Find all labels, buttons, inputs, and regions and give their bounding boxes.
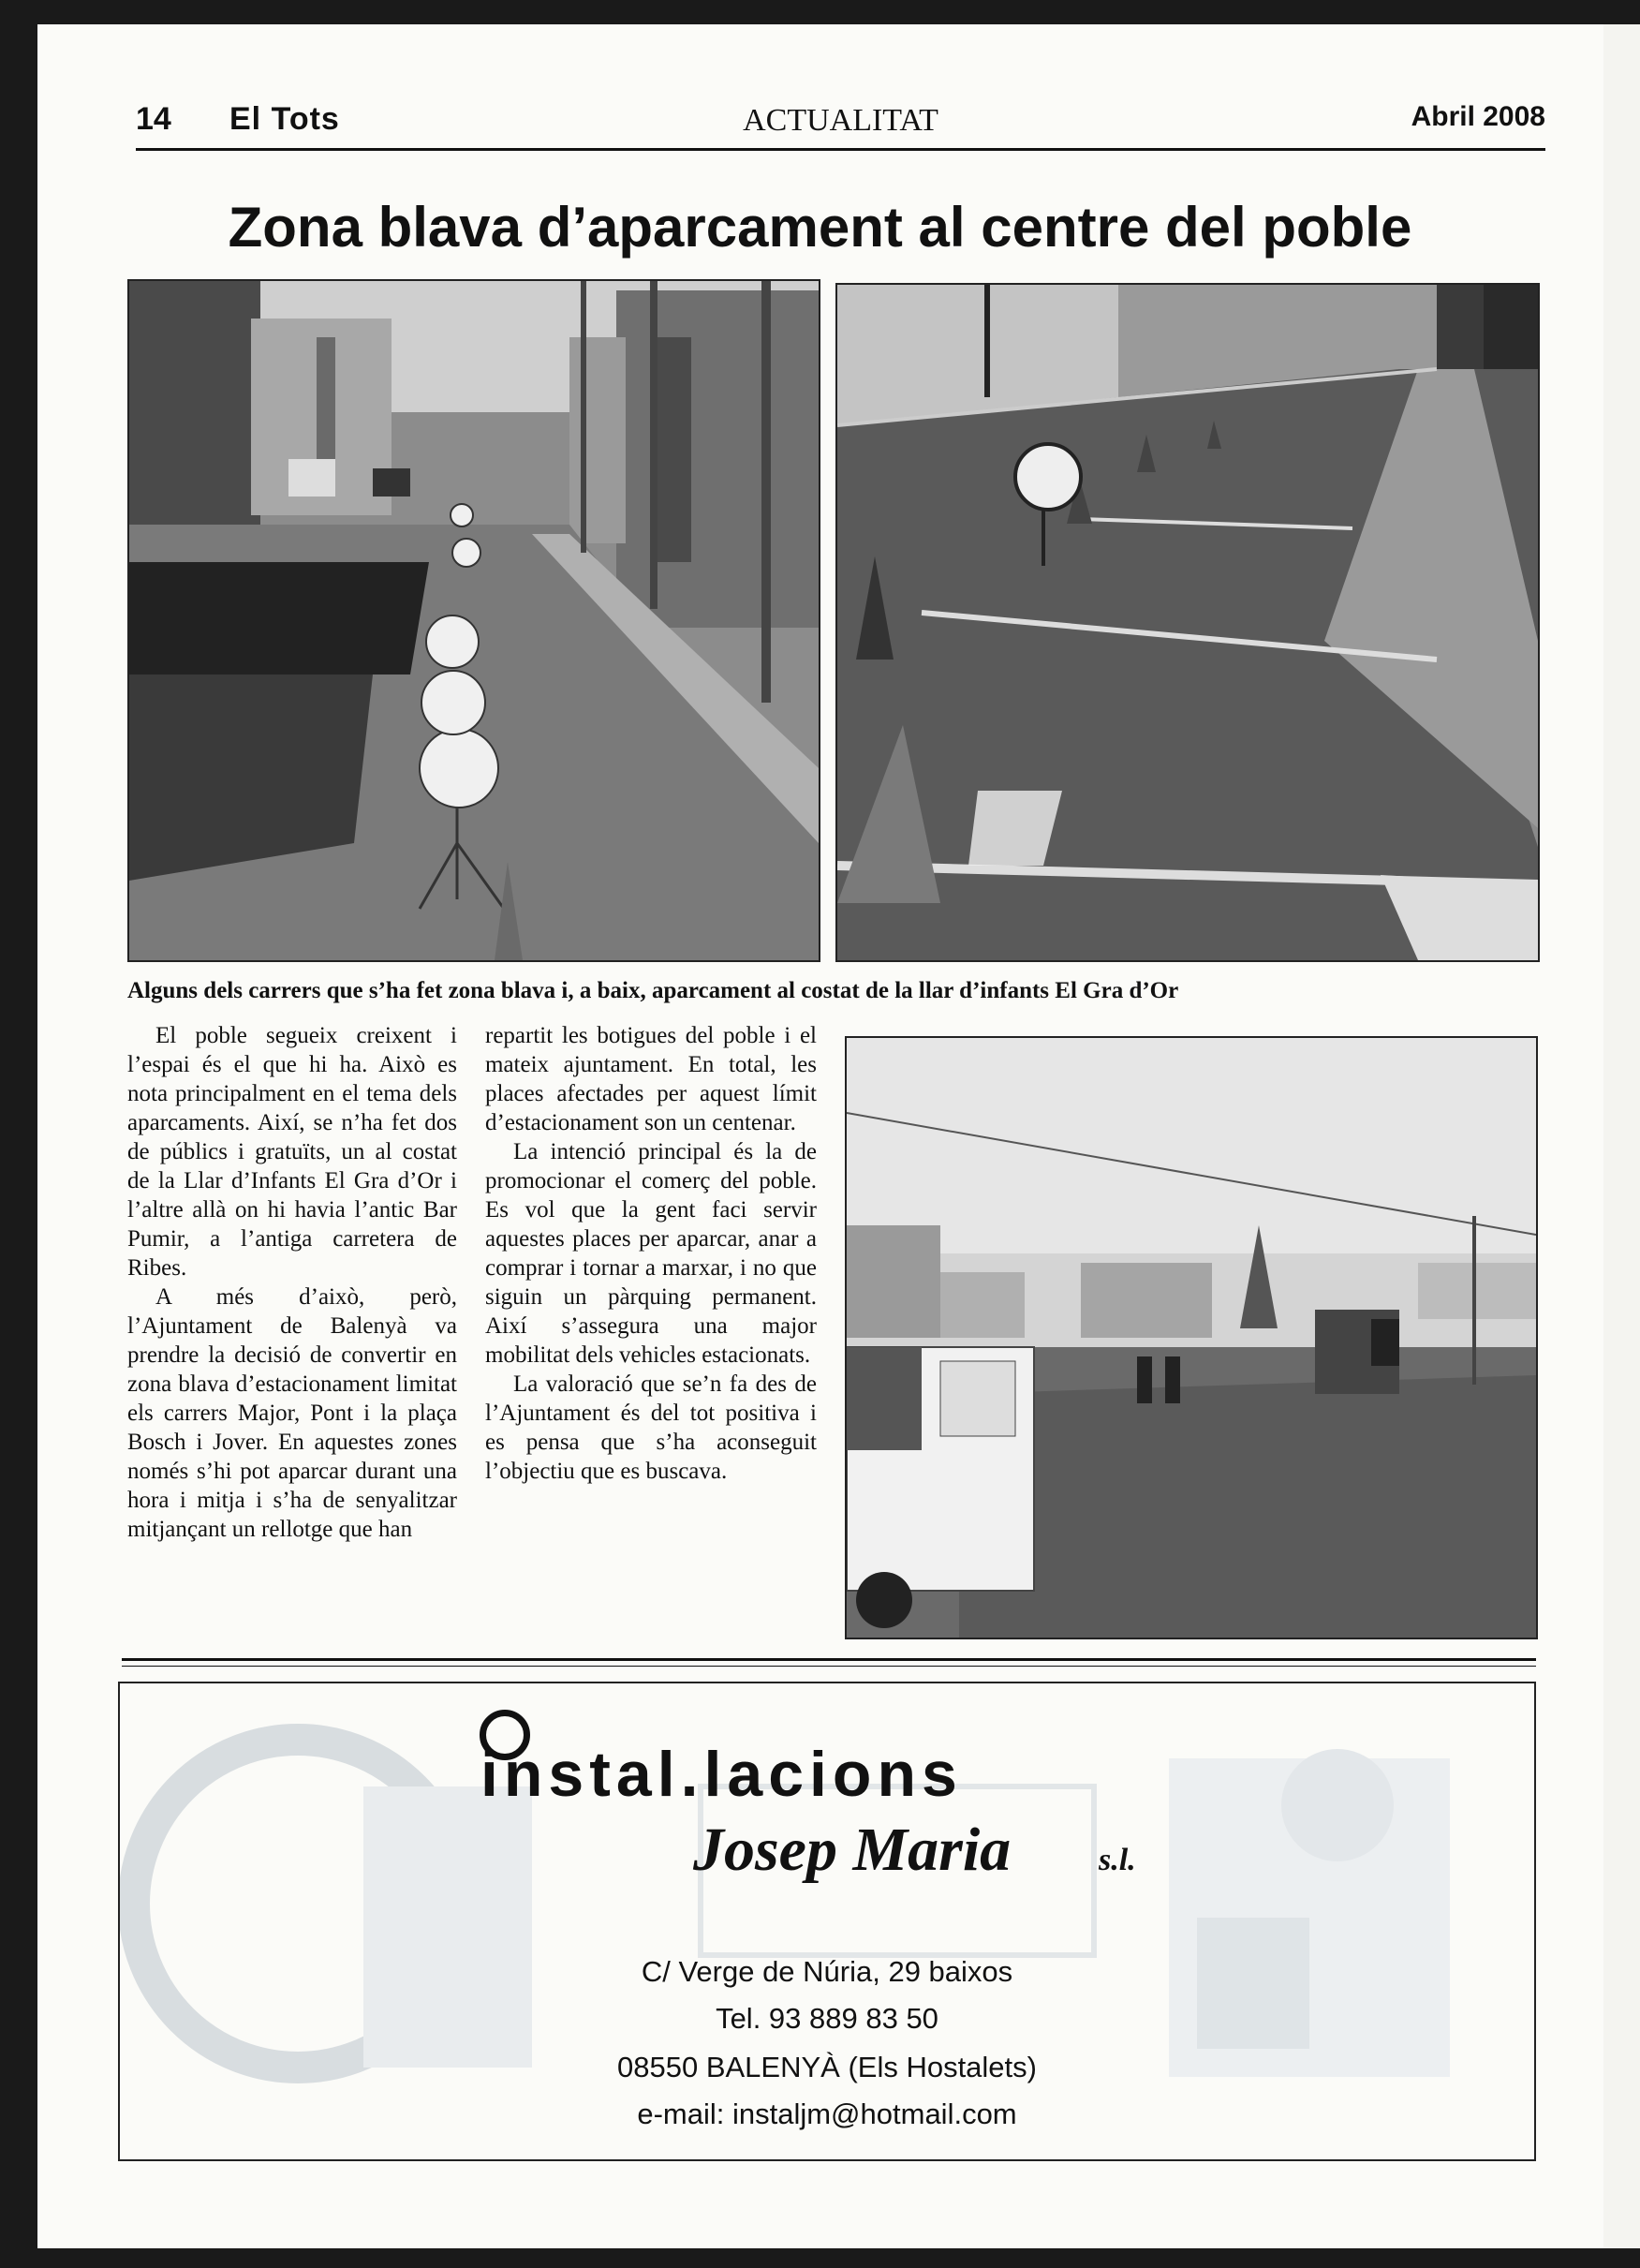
publication-name: El Tots (229, 101, 340, 137)
paragraph: El poble segueix creixent i l’espai és el que hi ha. Això es nota principalment en el tema dels aparcaments. Així, se n’ha fet dos de públics i gratuïts, un al costat de la Llar d’Infants El Gra d’Or i l’altre allà on hi havia l’antic Bar Pumir, a l’antiga carretera de Ribes. (127, 1023, 457, 1281)
ad-brand-name: instal.lacions (480, 1739, 963, 1810)
ad-email: e-mail: instaljm@hotmail.com (637, 2098, 1017, 2130)
article-column-2 (485, 1021, 817, 1486)
photo-street-parking-signs (127, 279, 820, 962)
advertisement-box (118, 1682, 1536, 2161)
page-header (136, 94, 1545, 151)
article-headline: Zona blava d’aparcament al centre del poble (228, 196, 1412, 259)
ad-company-name: Josep Maria (693, 1816, 1012, 1884)
next-page-edge (1603, 24, 1640, 2248)
photo-caption: Alguns dels carrers que s’ha fet zona blava i, a baix, aparcament al costat de la llar d’infants El Gra d’Or (127, 978, 1179, 1003)
paragraph: La intenció principal és la de promocionar el comerç del poble. Es vol que la gent faci servir aquestes places per aparcar, anar a comprar i tornar a marxar, i no que siguin un pàrquing permanent. Així s’assegura una major mobilitat dels vehicles estacionats. (485, 1139, 817, 1368)
ad-city: 08550 BALENYÀ (Els Hostalets) (617, 2051, 1037, 2083)
photo-parking-lot-works (845, 1036, 1538, 1639)
issue-date: Abril 2008 (1411, 101, 1545, 132)
paragraph: La valoració que se’n fa des de l’Ajuntament és del tot positiva i es pensa que s’ha aconseguit l’objectiu que es buscava. (485, 1371, 817, 1484)
ad-separator-rule (122, 1658, 1536, 1661)
paragraph: repartit les botigues del poble i el mateix ajuntament. En total, les places afectades per aquest límit d’estacionament son un centenar. (485, 1023, 817, 1135)
ad-company-suffix: s.l. (1099, 1843, 1136, 1877)
article-column-1 (127, 1021, 457, 1544)
photo-cones-parking (835, 283, 1540, 962)
section-name: ACTUALITAT (743, 103, 938, 138)
page-number: 14 (136, 101, 171, 137)
ad-phone: Tel. 93 889 83 50 (716, 2002, 938, 2035)
ad-address: C/ Verge de Núria, 29 baixos (641, 1955, 1013, 1988)
paragraph: A més d’això, però, l’Ajuntament de Balenyà va prendre la decisió de convertir en zona blava d’estacionament limitat els carrers Major, Pont i la plaça Bosch i Jover. En aquestes zones només s’hi pot aparcar durant una hora i mitja i s’ha de senyalitzar mitjançant un rellotge que han (127, 1284, 457, 1542)
ad-separator-rule-thin (122, 1666, 1536, 1667)
